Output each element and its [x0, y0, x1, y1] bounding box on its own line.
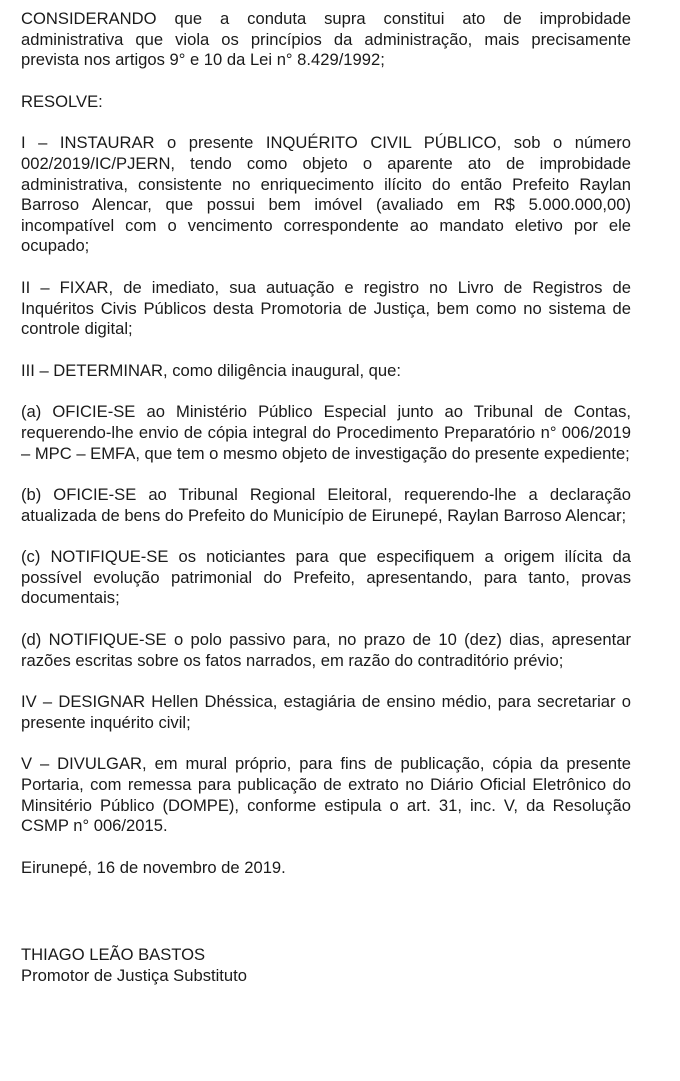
paragraph-item-iv: IV – DESIGNAR Hellen Dhéssica, estagiária de ensino médio, para secretariar o presente inquérito civil;	[21, 692, 631, 732]
paragraph-item-c: (c) NOTIFIQUE-SE os noticiantes para que especifiquem a origem ilícita da possível evolução patrimonial do Prefeito, apresentando, para tanto, provas documentais;	[21, 547, 631, 608]
paragraph-item-iii: III – DETERMINAR, como diligência inaugural, que:	[21, 360, 401, 380]
paragraph-item-v: V – DIVULGAR, em mural próprio, para fins de publicação, cópia da presente Portaria, com remessa para publicação de extrato no Diário Oficial Eletrônico do Minsitério Público (DOMPE), conforme estipula o art. 31, inc. V, da Resolução CSMP n° 006/2015.	[21, 754, 631, 836]
signature-block	[21, 945, 631, 986]
paragraph-item-d: (d) NOTIFIQUE-SE o polo passivo para, no prazo de 10 (dez) dias, apresentar razões escritas sobre os fatos narrados, em razão do contraditório prévio;	[21, 630, 631, 670]
paragraph-item-ii: II – FIXAR, de imediato, sua autuação e registro no Livro de Registros de Inquéritos Civis Públicos desta Promotoria de Justiça, bem como no sistema de controle digital;	[21, 277, 631, 339]
paragraph-item-b: (b) OFICIE-SE ao Tribunal Regional Eleitoral, requerendo-lhe a declaração atualizada de bens do Prefeito do Município de Eirunepé, Raylan Barroso Alencar;	[21, 485, 631, 525]
signatory-name: THIAGO LEÃO BASTOS	[21, 945, 206, 965]
signatory-title: Promotor de Justiça Substituto	[21, 966, 247, 985]
paragraph-item-i: I – INSTAURAR o presente INQUÉRITO CIVIL PÚBLICO, sob o número 002/2019/IC/PJERN, tendo como objeto o aparente ato de improbidade administrativa, consistente no enriquecimento ilícito do então Prefeito Raylan Barroso Alencar, que possui bem imóvel (avaliado em R$ 5.000.000,00) incompatível com o vencimento correspondente ao mandato eletivo por ele ocupado;	[21, 133, 631, 256]
paragraph-considerando: CONSIDERANDO que a conduta supra constitui ato de improbidade administrativa que viola os princípios da administração, mais precisamente prevista nos artigos 9° e 10 da Lei n° 8.429/1992;	[21, 9, 631, 70]
signature-spacer	[21, 899, 631, 945]
document-body	[21, 9, 631, 987]
paragraph-resolve: RESOLVE:	[21, 91, 103, 111]
paragraph-item-a: (a) OFICIE-SE ao Ministério Público Especial junto ao Tribunal de Contas, requerendo-lhe envio de cópia integral do Procedimento Preparatório n° 006/2019 – MPC – EMFA, que tem o mesmo objeto de investigação do presente expediente;	[21, 402, 631, 463]
place-date: Eirunepé, 16 de novembro de 2019.	[21, 857, 286, 877]
